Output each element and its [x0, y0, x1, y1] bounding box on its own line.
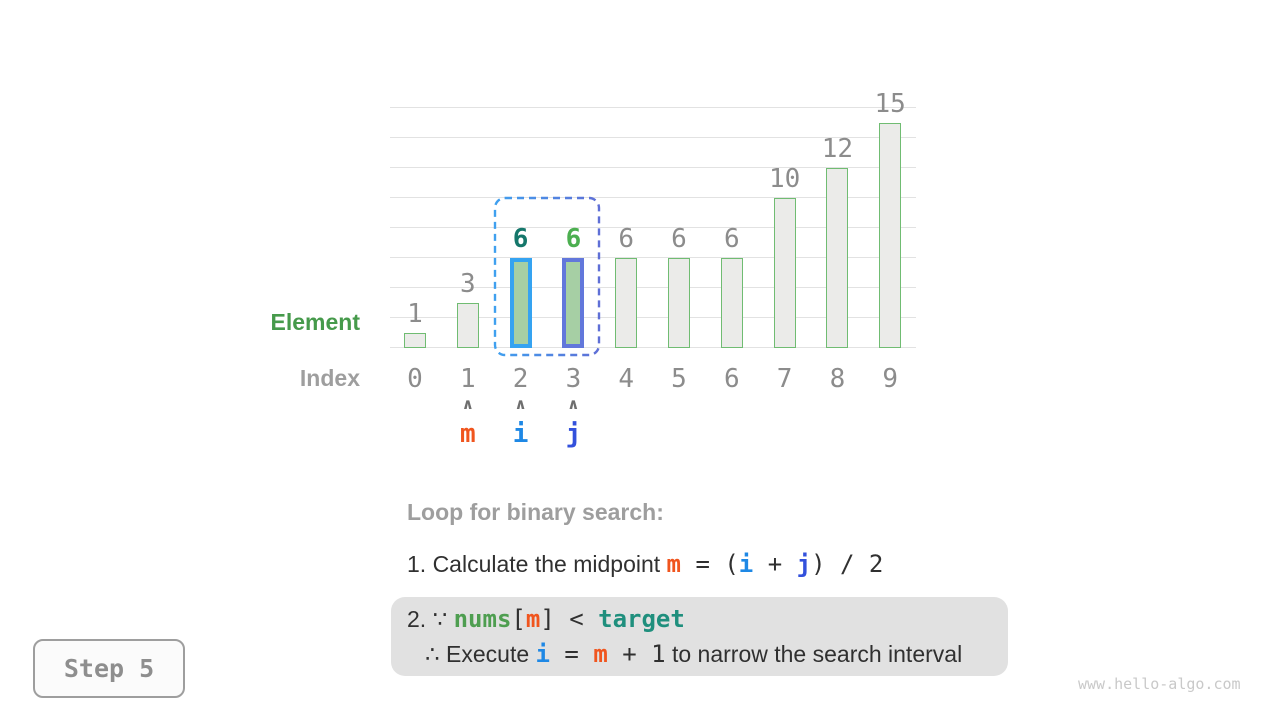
- pointer-label-i: i: [512, 419, 529, 449]
- element-axis-label: Element: [270, 309, 360, 335]
- bar-index-6: [721, 258, 743, 348]
- bar-value-label: 15: [874, 89, 906, 119]
- step2-action-suffix: to narrow the search interval: [665, 641, 963, 667]
- pointer-arrow-j: ∧: [567, 396, 580, 413]
- nums-keyword: nums: [453, 605, 512, 633]
- pointer-arrow-m: ∧: [461, 396, 474, 413]
- bar-value-label: 6: [618, 224, 635, 254]
- bar-chart: [390, 89, 916, 348]
- bar-value-label: 10: [768, 164, 801, 194]
- index-digit-0: 0: [407, 364, 423, 394]
- pointer-label-j: j: [565, 419, 582, 449]
- index-digit-5: 5: [671, 364, 687, 394]
- var-i: i: [738, 550, 754, 578]
- bar-value-label: 6: [671, 224, 687, 254]
- gridline: [390, 107, 916, 108]
- step1-plus: +: [753, 550, 797, 578]
- index-axis-label: Index: [299, 365, 360, 391]
- bar-index-4: [615, 258, 637, 348]
- index-digit-3: 3: [565, 364, 582, 394]
- bar-value-label: 6: [723, 224, 740, 254]
- step-badge[interactable]: Step 5: [33, 639, 185, 698]
- pointer-arrow-i: ∧: [514, 396, 527, 413]
- var-j: j: [796, 550, 812, 578]
- step2-prefix: 2. ∵: [407, 606, 454, 632]
- step2-box: [391, 597, 1008, 676]
- index-digit-2: 2: [512, 364, 529, 394]
- bar-value-label: 6: [565, 224, 582, 254]
- bar-index-0: [404, 333, 426, 348]
- index-digit-8: 8: [829, 364, 846, 394]
- target-keyword: target: [598, 605, 685, 633]
- var-m: m: [593, 640, 608, 668]
- bar-index-7: [774, 198, 796, 348]
- action-plus-one: + 1: [607, 640, 666, 668]
- bar-index-5: [668, 258, 690, 348]
- pointer-label-m: m: [459, 419, 476, 449]
- watermark: www.hello-algo.com: [1078, 675, 1241, 693]
- index-digit-9: 9: [882, 364, 899, 394]
- step1-eq: = (: [681, 550, 739, 578]
- step2-condition: [407, 602, 1008, 637]
- step1-line: [407, 550, 883, 578]
- bar-index-9: [879, 123, 901, 348]
- loop-title: Loop for binary search:: [407, 499, 664, 525]
- bar-index-2: [510, 258, 532, 348]
- step2-action-prefix: ∴ Execute: [425, 641, 536, 667]
- index-digit-1: 1: [459, 364, 476, 394]
- step1-close: ) / 2: [811, 550, 884, 578]
- less-than: <: [554, 605, 599, 633]
- step1-prefix: 1. Calculate the midpoint: [407, 551, 667, 577]
- step2-action: [407, 637, 1008, 672]
- bar-value-label: 1: [407, 299, 423, 329]
- right-bracket: ]: [540, 605, 555, 633]
- bar-value-label: 12: [821, 134, 854, 164]
- var-m: m: [666, 550, 681, 578]
- var-i: i: [535, 640, 550, 668]
- index-digit-6: 6: [723, 364, 740, 394]
- left-bracket: [: [511, 605, 526, 633]
- bar-index-8: [826, 168, 848, 348]
- var-m: m: [525, 605, 541, 633]
- bar-value-label: 6: [512, 224, 529, 254]
- bar-index-1: [457, 303, 479, 348]
- index-digit-4: 4: [618, 364, 635, 394]
- action-eq: =: [549, 640, 594, 668]
- bar-index-3: [562, 258, 584, 348]
- index-digit-7: 7: [776, 364, 793, 394]
- bar-value-label: 3: [459, 269, 476, 299]
